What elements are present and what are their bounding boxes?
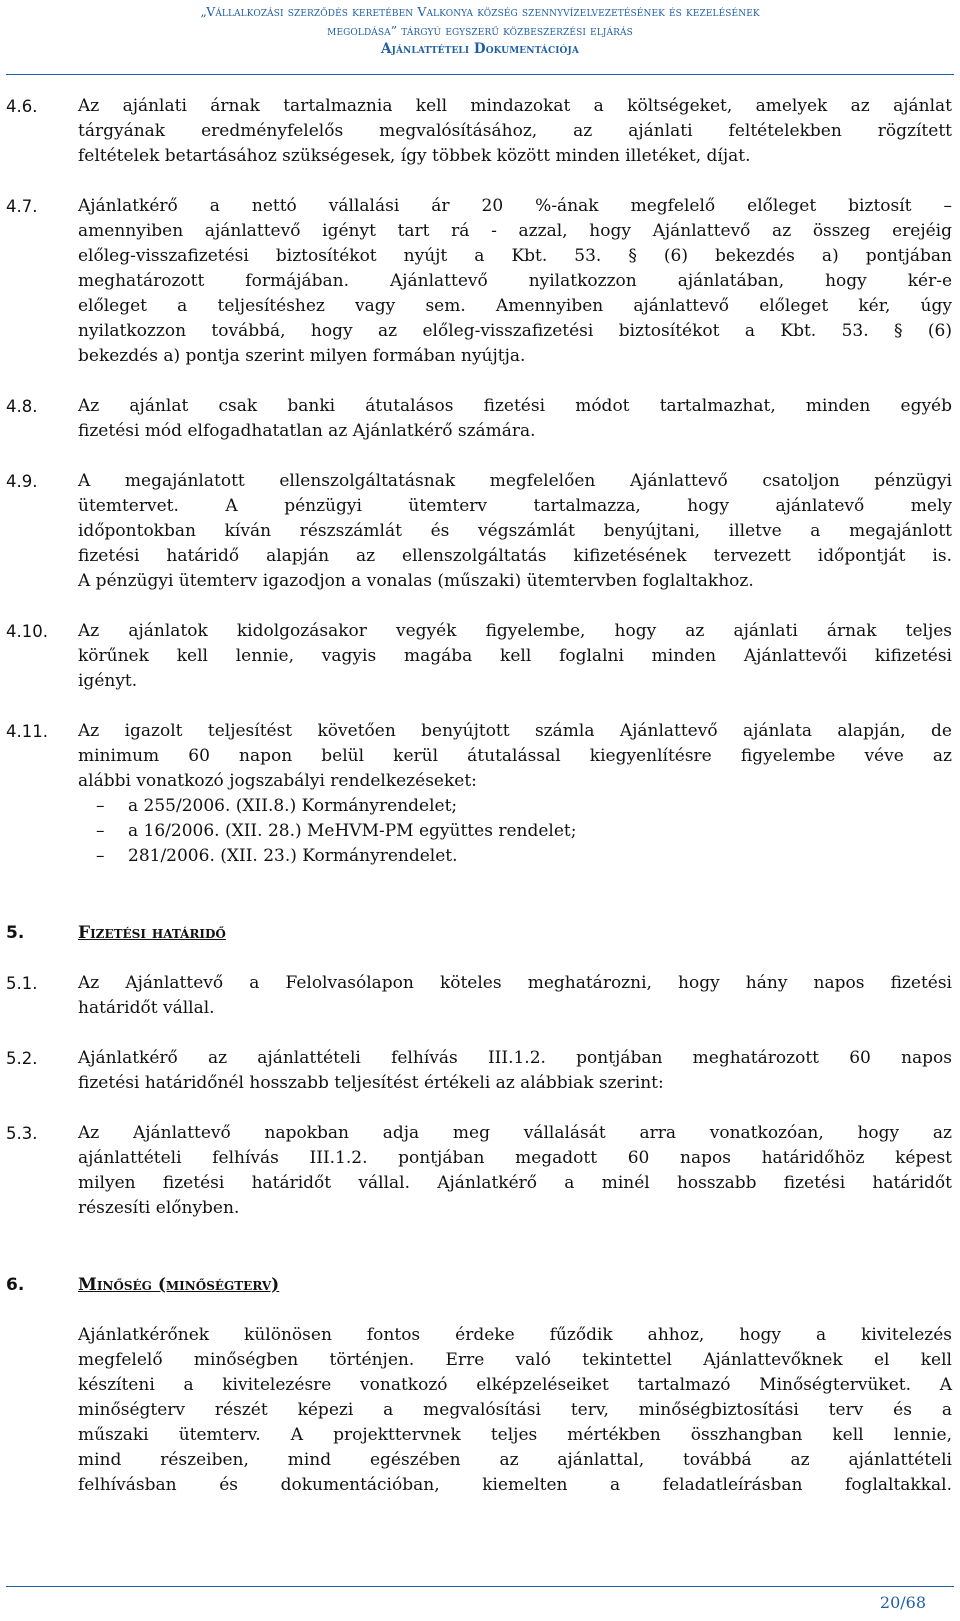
item-5-2: [6, 1046, 956, 1096]
section-5-heading: [6, 921, 956, 946]
text-line: Az ajánlatok kidolgozásakor vegyék figyelembe, hogy az ajánlati árnak teljes: [78, 621, 952, 641]
item-text: [78, 971, 952, 1021]
text-line: alábbi vonatkozó jogszabályi rendelkezéseket:: [78, 771, 477, 791]
text-line: időpontokban kíván részszámlát és végszámlát benyújtani, illetve a megajánlott: [78, 521, 952, 541]
text-line: igényt.: [78, 671, 138, 691]
text-line: megfelelő minőségben történjen. Erre való tekintettel Ajánlattevőknek el kell: [78, 1350, 952, 1370]
text-line: mind részeiben, mind egészében az ajánlattal, továbbá az ajánlattételi: [78, 1450, 952, 1470]
page-content: [6, 94, 956, 1498]
header-line-3: Ajánlattételi Dokumentációja: [381, 41, 579, 57]
item-text: [78, 1046, 952, 1096]
dash-bullet: –: [96, 796, 105, 816]
text-line: Ajánlatkérő a nettó vállalási ár 20 %-ának megfelelő előleget biztosít –: [78, 196, 952, 216]
text-line: körűnek kell lennie, vagyis magába kell foglalni minden Ajánlattevői kifizetési: [78, 646, 952, 666]
header-line-2: megoldása” tárgyú egyszerű közbeszerzési eljárás: [327, 23, 633, 38]
item-4-6: [6, 94, 956, 169]
item-text: [78, 1121, 952, 1221]
footer-divider: [6, 1586, 954, 1587]
list-item: [78, 794, 952, 819]
text-line: fizetési határidő alapján az ellenszolgáltatás kifizetésének tervezett időpontját is.: [78, 546, 952, 566]
section-6-paragraph: [78, 1323, 952, 1498]
text-line: készíteni a kivitelezésre vonatkozó elképzeléseiket tartalmazó Minőségtervüket. A: [78, 1375, 952, 1395]
text-line: műszaki ütemterv. A projekttervnek teljes mértékben összhangban kell lennie,: [78, 1425, 952, 1445]
section-6-heading: [6, 1273, 956, 1298]
section-title: Fizetési határidő: [78, 923, 226, 943]
text-line: Ajánlatkérő az ajánlattételi felhívás III.1.2. pontjában meghatározott 60 napos: [78, 1048, 952, 1068]
text-line: Az Ajánlattevő napokban adja meg vállalását arra vonatkozóan, hogy az: [78, 1123, 952, 1143]
document-header: [0, 2, 960, 59]
item-text: [78, 619, 952, 694]
item-number: 4.10.: [6, 622, 48, 641]
text-line: Az Ajánlattevő a Felolvasólapon köteles meghatározni, hogy hány napos fizetési: [78, 973, 952, 993]
text-line: részesíti előnyben.: [78, 1198, 240, 1218]
text-line: Ajánlatkérőnek különösen fontos érdeke fűződik ahhoz, hogy a kivitelezés: [78, 1325, 952, 1345]
text-line: Az ajánlati árnak tartalmaznia kell mindazokat a költségeket, amelyek az ajánlat: [78, 96, 952, 116]
item-text: [78, 719, 952, 869]
section-number: 5.: [6, 923, 25, 943]
item-5-1: [6, 971, 956, 1021]
text-line: minimum 60 napon belül kerül átutalással kiegyenlítésre figyelembe véve az: [78, 746, 952, 766]
text-line: tárgyának eredményfelelős megvalósításához, az ajánlati feltételekben rögzített: [78, 121, 952, 141]
item-4-7: [6, 194, 956, 369]
item-4-8: [6, 394, 956, 444]
text-line: határidőt vállal.: [78, 998, 215, 1018]
item-4-9: [6, 469, 956, 594]
text-line: amennyiben ajánlattevő igényt tart rá - azzal, hogy Ajánlattevő az összeg erejéig: [78, 221, 952, 241]
dash-bullet: –: [96, 821, 105, 841]
text-line: Az ajánlat csak banki átutalásos fizetési módot tartalmazhat, minden egyéb: [78, 396, 952, 416]
text-line: fizetési határidőnél hosszabb teljesítést értékeli az alábbiak szerint:: [78, 1073, 664, 1093]
text-line: A pénzügyi ütemterv igazodjon a vonalas (műszaki) ütemtervben foglaltakhoz.: [78, 571, 754, 591]
item-number: 4.11.: [6, 722, 48, 741]
text-line: nyilatkozzon továbbá, hogy az előleg-visszafizetési biztosítékot a Kbt. 53. § (6): [78, 321, 952, 341]
text-line: ajánlattételi felhívás III.1.2. pontjában megadott 60 napos határidőhöz képest: [78, 1148, 952, 1168]
text-line: fizetési mód elfogadhatatlan az Ajánlatkérő számára.: [78, 421, 536, 441]
item-number: 5.3.: [6, 1124, 38, 1143]
list-item: [78, 844, 952, 869]
item-number: 4.9.: [6, 472, 38, 491]
item-number: 5.2.: [6, 1049, 38, 1068]
text-line: felhívásban és dokumentációban, kiemelten a feladatleírásban foglaltakkal.: [78, 1475, 952, 1495]
header-line-1: „Vállalkozási szerződés keretében Valkonya község szennyvízelvezetésének és kezelésének: [200, 4, 760, 19]
text-line: A megajánlatott ellenszolgáltatásnak megfelelően Ajánlattevő csatoljon pénzügyi: [78, 471, 952, 491]
text-line: előleg-visszafizetési biztosítékot nyújt a Kbt. 53. § (6) bekezdés a) pontjában: [78, 246, 952, 266]
item-text: [78, 469, 952, 594]
item-text: [78, 94, 952, 169]
list-item-text: a 255/2006. (XII.8.) Kormányrendelet;: [128, 796, 458, 816]
list-item: [78, 819, 952, 844]
item-4-11: [6, 719, 956, 869]
list-item-text: 281/2006. (XII. 23.) Kormányrendelet.: [128, 846, 458, 866]
text-line: Az igazolt teljesítést követően benyújtott számla Ajánlattevő ajánlata alapján, de: [78, 721, 952, 741]
page-number: 20/68: [879, 1593, 926, 1612]
item-number: 4.7.: [6, 197, 38, 216]
item-number: 4.8.: [6, 397, 38, 416]
text-line: meghatározott formájában. Ajánlattevő nyilatkozzon ajánlatában, hogy kér-e: [78, 271, 952, 291]
item-5-3: [6, 1121, 956, 1221]
header-divider: [6, 74, 954, 75]
item-number: 4.6.: [6, 97, 38, 116]
item-text: [78, 394, 952, 444]
section-number: 6.: [6, 1275, 25, 1295]
item-text: [78, 194, 952, 369]
text-line: előleget a teljesítéshez vagy sem. Amennyiben ajánlattevő előleget kér, úgy: [78, 296, 952, 316]
section-title: Minőség (minőségterv): [78, 1275, 280, 1295]
list-item-text: a 16/2006. (XII. 28.) MeHVM-PM együttes rendelet;: [128, 821, 577, 841]
item-number: 5.1.: [6, 974, 38, 993]
item-4-10: [6, 619, 956, 694]
text-line: bekezdés a) pontja szerint milyen formában nyújtja.: [78, 346, 526, 366]
text-line: ütemtervet. A pénzügyi ütemterv tartalmazza, hogy ajánlatevő mely: [78, 496, 952, 516]
dash-bullet: –: [96, 846, 105, 866]
text-line: milyen fizetési határidőt vállal. Ajánlatkérő a minél hosszabb fizetési határidőt: [78, 1173, 952, 1193]
text-line: minőségterv részét képezi a megvalósítási terv, minőségbiztosítási terv és a: [78, 1400, 952, 1420]
text-line: feltételek betartásához szükségesek, így többek között minden illetéket, díjat.: [78, 146, 751, 166]
